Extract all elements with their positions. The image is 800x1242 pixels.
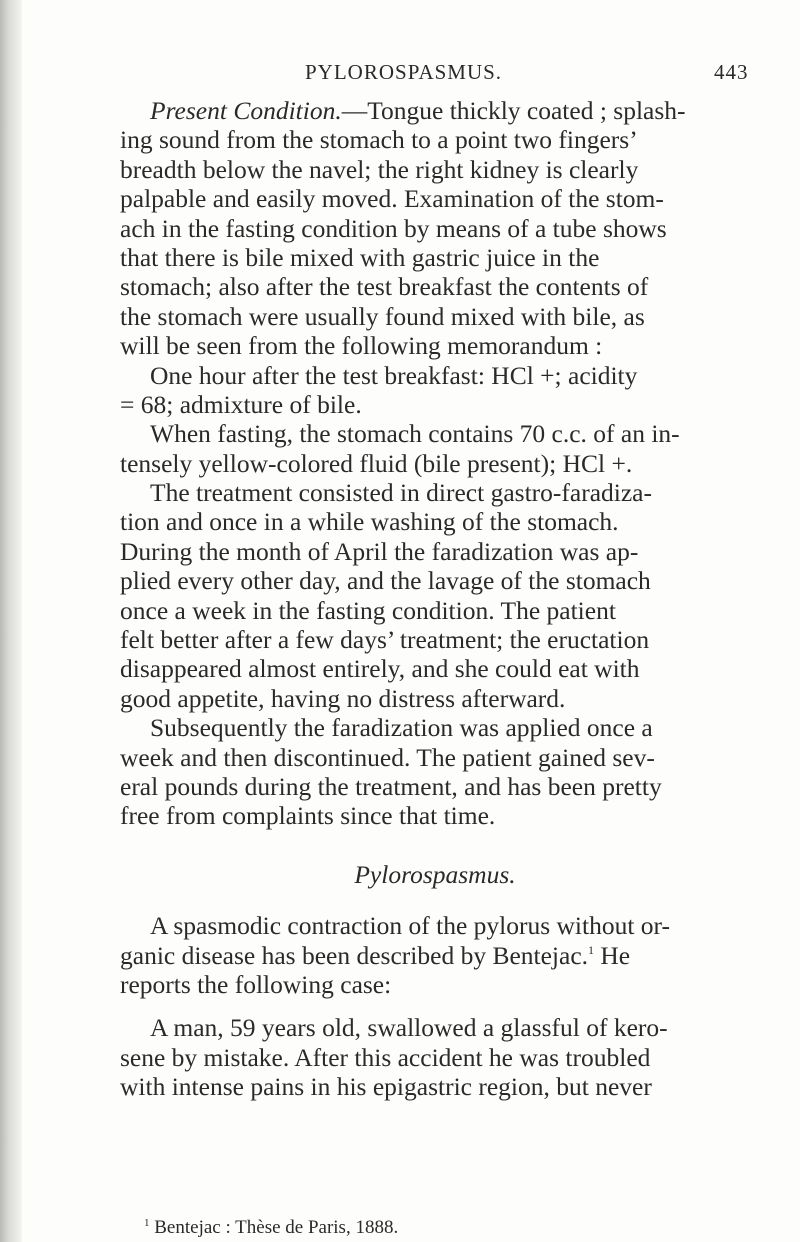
paragraph-line: palpable and easily moved. Examination of the stom- bbox=[120, 184, 664, 214]
paragraph-line: sene by mistake. After this accident he was troubled bbox=[120, 1042, 651, 1072]
memorandum-line: One hour after the test breakfast: HCl +; acidity bbox=[150, 360, 638, 390]
memorandum-line: = 68; admixture of bile. bbox=[120, 389, 362, 419]
section-heading: Pylorospasmus. bbox=[354, 859, 516, 889]
body-text bbox=[120, 96, 750, 1102]
footnote bbox=[144, 1217, 398, 1239]
footnote-text: Bentejac : Thèse de Paris, 1888. bbox=[149, 1217, 399, 1238]
paragraph-line: once a week in the fasting condition. The patient bbox=[120, 595, 616, 625]
paragraph-line: ach in the fasting condition by means of a tube shows bbox=[120, 213, 667, 243]
paragraph-line: eral pounds during the treatment, and has been pretty bbox=[120, 771, 662, 801]
paragraph-line: A man, 59 years old, swallowed a glassful of kero- bbox=[150, 1013, 668, 1043]
paragraph-line: reports the following case: bbox=[120, 969, 392, 999]
paragraph-line: During the month of April the faradization was ap- bbox=[120, 536, 639, 566]
paragraph-line: stomach; also after the test breakfast the contents of bbox=[120, 272, 649, 302]
paragraph-line: tion and once in a while washing of the stomach. bbox=[120, 507, 619, 537]
paragraph-line: ganic disease has been described by Bentejac.$^1$ He bbox=[120, 940, 631, 970]
footnote-reference: 1 bbox=[588, 942, 595, 957]
paragraph-line: breadth below the navel; the right kidney is clearly bbox=[120, 154, 639, 184]
paragraph-line: Subsequently the faradization was applied once a bbox=[150, 713, 653, 743]
page-header bbox=[0, 60, 800, 90]
paragraph-line: A spasmodic contraction of the pylorus without or- bbox=[150, 911, 671, 941]
paragraph-line: plied every other day, and the lavage of the stomach bbox=[120, 566, 651, 596]
paragraph-line: The treatment consisted in direct gastro-faradiza- bbox=[150, 478, 652, 508]
paragraph-line: ing sound from the stomach to a point two fingers’ bbox=[120, 125, 638, 155]
paragraph-line: will be seen from the following memorandum : bbox=[120, 331, 603, 361]
paragraph-line: tensely yellow-colored fluid (bile present); HCl +. bbox=[120, 448, 633, 478]
paragraph-line: free from complaints since that time. bbox=[120, 801, 496, 831]
paragraph-line: that there is bile mixed with gastric juice in the bbox=[120, 242, 600, 272]
page-number: 443 bbox=[714, 60, 749, 84]
page-edge-shadow bbox=[0, 0, 22, 1242]
footnote-marker: 1 bbox=[144, 1217, 150, 1229]
paragraph-line: When fasting, the stomach contains 70 c.c. of an in- bbox=[150, 419, 680, 449]
paragraph-line: with intense pains in his epigastric region, but never bbox=[120, 1072, 652, 1102]
present-condition-lead: Present Condition. bbox=[150, 96, 342, 125]
paragraph-line: felt better after a few days’ treatment; the eructation bbox=[120, 625, 650, 655]
paragraph-line: the stomach were usually found mixed with bile, as bbox=[120, 301, 645, 331]
paragraph-line: week and then discontinued. The patient gained sev- bbox=[120, 742, 655, 772]
paragraph-line: Present Condition.—Tongue thickly coated ; splash- bbox=[150, 96, 686, 125]
paragraph-line: disappeared almost entirely, and she could eat with bbox=[120, 654, 640, 684]
paragraph-line: good appetite, having no distress afterward. bbox=[120, 683, 566, 713]
running-title: PYLOROSPASMUS. bbox=[305, 60, 503, 84]
